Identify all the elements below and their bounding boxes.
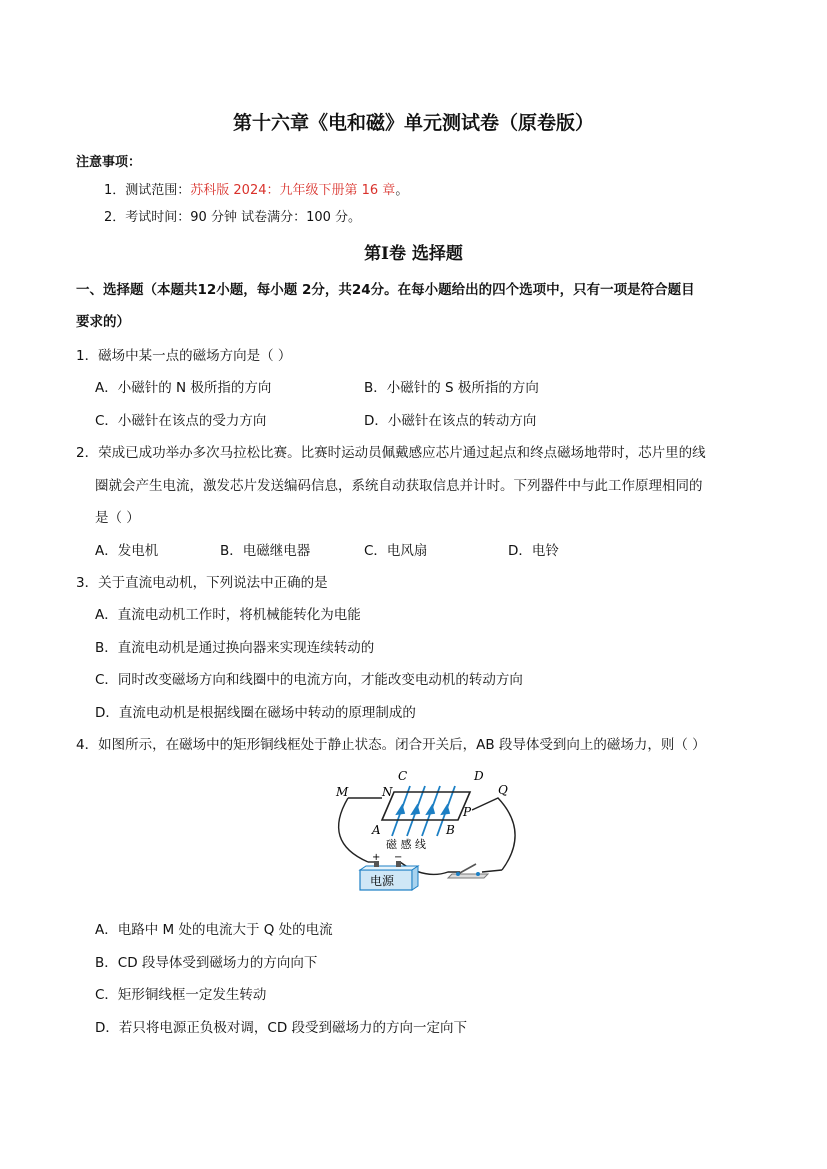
page-title: 第十六章《电和磁》单元测试卷（原卷版） <box>232 112 594 134</box>
label-d: D <box>474 769 484 783</box>
question-2-option-a: A．发电机 <box>95 543 159 559</box>
label-m: M <box>336 785 349 799</box>
battery-label: 电源 <box>370 874 395 888</box>
notice-line-1-scope: 苏科版 2024：九年级下册第 16 章 <box>190 183 396 198</box>
field-label: 磁 感 线 <box>386 838 426 851</box>
question-3-option-d: D．直流电动机是根据线圈在磁场中转动的原理制成的 <box>95 705 416 721</box>
question-2-stem-line-2: 圈就会产生电流，激发芯片发送编码信息，系统自动获取信息并计时。下列器件中与此工作原理相同的 <box>95 478 703 494</box>
notice-line-1-prefix: 1．测试范围： <box>104 183 191 198</box>
question-1-option-c: C．小磁针在该点的受力方向 <box>95 413 267 429</box>
label-b: B <box>446 823 455 837</box>
battery-minus: − <box>394 852 403 863</box>
label-c: C <box>398 769 408 783</box>
question-4-option-c: C．矩形铜线框一定发生转动 <box>95 987 267 1003</box>
question-4-option-a: A．电路中 M 处的电流大于 Q 处的电流 <box>95 922 333 938</box>
circuit-diagram <box>330 762 530 892</box>
question-1-option-b: B．小磁针的 S 极所指的方向 <box>364 380 539 396</box>
question-2-option-d: D．电铃 <box>508 543 559 559</box>
question-2-stem-line-1: 2．荣成已成功举办多次马拉松比赛。比赛时运动员佩戴感应芯片通过起点和终点磁场地带时，芯片里的线 <box>76 445 706 461</box>
question-4-option-b: B．CD 段导体受到磁场力的方向向下 <box>95 955 318 971</box>
notice-line-2: 2．考试时间：90 分钟 试卷满分：100 分。 <box>104 210 362 225</box>
label-a: A <box>372 823 381 837</box>
question-4-stem: 4．如图所示，在磁场中的矩形铜线框处于静止状态。闭合开关后，AB 段导体受到向上的磁场力，则（ ） <box>76 737 706 753</box>
question-4-option-d: D．若只将电源正负极对调，CD 段受到磁场力的方向一定向下 <box>95 1020 468 1036</box>
instructions-line-1: 一、选择题（本题共12小题，每小题 2分，共24分。在每小题给出的四个选项中，只有一项是符合题目 <box>76 282 695 298</box>
wire-q <box>472 798 515 870</box>
label-p: P <box>463 805 472 819</box>
notice-line-1 <box>104 179 408 198</box>
switch <box>448 864 488 878</box>
notice-heading: 注意事项： <box>76 155 142 170</box>
question-3-option-c: C．同时改变磁场方向和线圈中的电流方向，才能改变电动机的转动方向 <box>95 672 523 688</box>
notice-line-1-suffix: 。 <box>395 183 409 198</box>
battery-plus: + <box>372 852 381 863</box>
question-2-option-b: B．电磁继电器 <box>220 543 311 559</box>
question-3-stem: 3．关于直流电动机，下列说法中正确的是 <box>76 575 328 591</box>
question-2-stem-line-3: 是（ ） <box>95 510 140 526</box>
wire-left <box>339 798 368 862</box>
instructions-line-2: 要求的） <box>76 314 130 330</box>
question-3-option-a: A．直流电动机工作时，将机械能转化为电能 <box>95 607 361 623</box>
label-n: N <box>382 785 393 799</box>
question-1-option-a: A．小磁针的 N 极所指的方向 <box>95 380 272 396</box>
question-2-option-c: C．电风扇 <box>364 543 428 559</box>
question-1-stem: 1．磁场中某一点的磁场方向是（ ） <box>76 348 292 364</box>
question-3-option-b: B．直流电动机是通过换向器来实现连续转动的 <box>95 640 375 656</box>
label-q: Q <box>498 783 508 797</box>
wire-switch <box>482 870 502 872</box>
copper-frame <box>382 792 470 820</box>
question-1-option-d: D．小磁针在该点的转动方向 <box>364 413 537 429</box>
section-title: 第Ⅰ卷 选择题 <box>364 244 463 264</box>
